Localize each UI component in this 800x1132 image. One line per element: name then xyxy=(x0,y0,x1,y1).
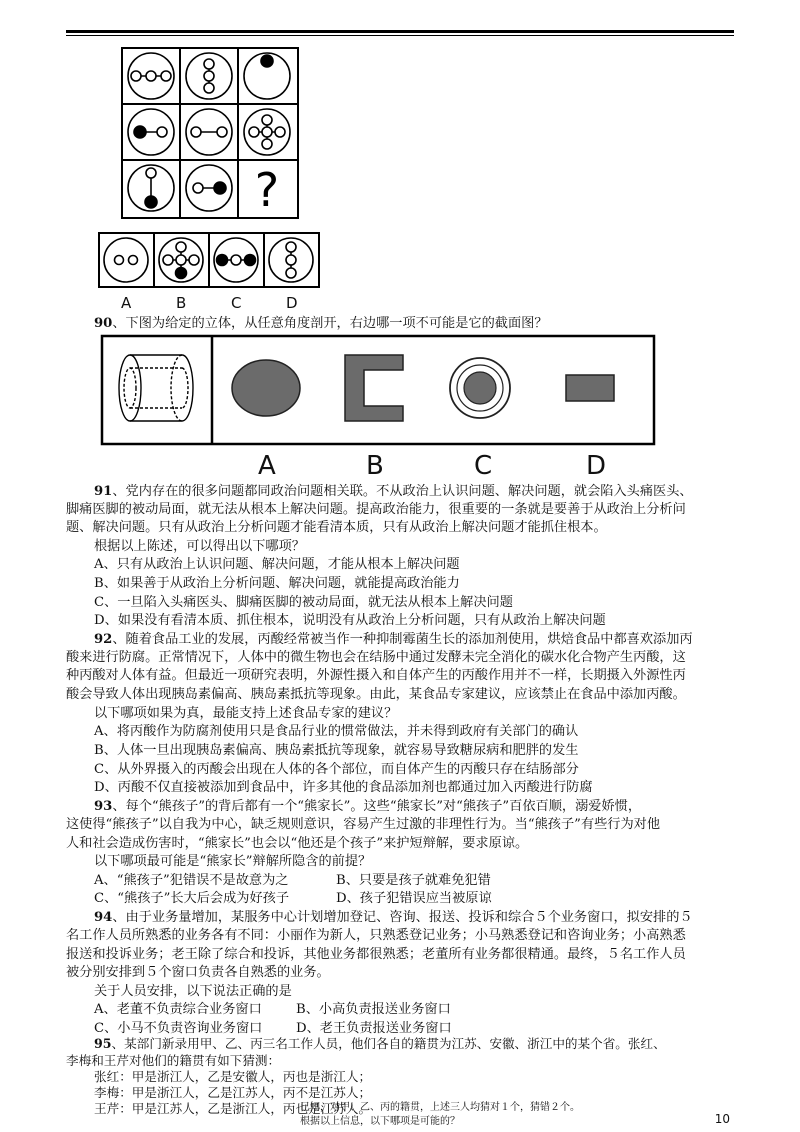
q94-option-a[interactable]: A、老董不负责综合业务窗口 xyxy=(94,1002,262,1017)
q92-option-b[interactable]: B、人体一旦出现胰岛素偏高、胰岛素抵抗等现象，就容易导致糖尿病和肥胖的发生 xyxy=(94,743,579,758)
q93-stem-line-2: 这使得“熊孩子”以自我为中心，缺乏规则意识，容易产生过激的非理性行为。当“熊孩子”有些行为对他 xyxy=(66,817,661,832)
cell-r2c1 xyxy=(128,109,174,155)
q95-guess-limei: 李梅：甲是浙江人，乙是江苏人，丙不是江苏人； xyxy=(94,1085,372,1100)
q90-stem-text: 、下图为给定的立体，从任意角度剖开，右边哪一项不可能是它的截面图？ xyxy=(112,316,548,331)
q89-option-strip xyxy=(97,231,321,289)
q91-stem-line-1 xyxy=(94,480,693,499)
q90-number: 90 xyxy=(94,316,113,331)
q94-option-b[interactable]: B、小高负责报送业务窗口 xyxy=(296,1002,451,1017)
cell-r3c2 xyxy=(186,165,232,211)
q95-number: 95 xyxy=(94,1036,112,1051)
q93-stem-line-3: 人和社会造成伤害时，“熊家长”也会以“他还是个孩子”来护短辩解，要求原谅。 xyxy=(66,836,529,851)
cell-r2c2 xyxy=(186,109,232,155)
header-rule-thin xyxy=(66,35,734,36)
q89-option-b-figure xyxy=(159,238,203,282)
q90-option-c-label: C xyxy=(474,451,493,481)
cell-r3c1 xyxy=(128,165,174,211)
q93-question: 以下哪项最可能是“熊家长”辩解所隐含的前提？ xyxy=(94,854,372,869)
q92-stem-line-1 xyxy=(94,628,693,647)
q91-text-1: 、党内存在的很多问题都同政治问题相关联。不从政治上认识问题、解决问题，就会陷入头痛医头、 xyxy=(112,484,693,499)
q93-text-1: 、每个“熊孩子”的背后都有一个“熊家长”。这些“熊家长”对“熊孩子”百依百顺，溺爱娇惯， xyxy=(112,799,642,814)
q91-question: 根据以上陈述，可以得出以下哪项？ xyxy=(94,539,305,554)
q91-option-b[interactable]: B、如果善于从政治上分析问题、解决问题，就能提高政治能力 xyxy=(94,576,460,591)
q95-question: 根据以上信息，以下哪项是可能的？ xyxy=(300,1116,460,1127)
cell-r1c2 xyxy=(186,53,232,99)
q92-number: 92 xyxy=(94,632,113,647)
q89-option-d-figure xyxy=(269,238,313,282)
cell-r1c3 xyxy=(244,53,290,99)
q94-stem-line-3: 报送和投诉业务；老王除了综合和投诉，其他业务都很熟悉；老董所有业务都很精通。最终，５名工作人员 xyxy=(66,947,686,962)
q95-text-1: 、某部门新录用甲、乙、丙三名工作人员，他们各自的籍贯为江苏、安徽、浙江中的某个省。张红、 xyxy=(111,1036,666,1051)
cell-r1c1 xyxy=(128,53,174,99)
q94-option-c[interactable]: C、小马不负责咨询业务窗口 xyxy=(94,1021,263,1036)
q89-figure-grid xyxy=(120,46,300,220)
q94-text-1: 、由于业务量增加，某服务中心计划增加登记、咨询、报送、投诉和综合５个业务窗口，拟安排的５ xyxy=(112,910,693,925)
q91-stem-line-3: 题、解决问题。只有从政治上分析问题才能看清本质，只有从政治上解决问题才能抓住根本。 xyxy=(66,520,607,535)
q91-option-d[interactable]: D、如果没有看清本质、抓住根本，说明没有从政治上分析问题，只有从政治上解决问题 xyxy=(94,613,606,628)
q91-number: 91 xyxy=(94,484,113,499)
q91-option-c[interactable]: C、一旦陷入头痛医头、脚痛医脚的被动局面，就无法从根本上解决问题 xyxy=(94,595,513,610)
q92-stem-line-2: 酸来进行防腐。正常情况下，人体中的微生物也会在结肠中通过发酵未完全消化的碳水化合物产生丙酸，这 xyxy=(66,650,686,665)
q90-option-d-label: D xyxy=(586,451,607,481)
q90-option-b-c-shape xyxy=(345,355,403,421)
header-rule-thick xyxy=(66,30,734,33)
cell-r2c3 xyxy=(244,109,290,155)
q90-option-a-ellipse xyxy=(232,360,300,416)
q94-option-d[interactable]: D、老王负责报送业务窗口 xyxy=(296,1021,452,1036)
q89-option-a-label: A xyxy=(121,294,132,312)
q90-figure xyxy=(100,334,656,446)
q94-stem-line-4: 被分别安排到５个窗口负责各自熟悉的业务。 xyxy=(66,965,330,980)
q94-stem-line-1 xyxy=(94,906,693,925)
q89-option-d-label: D xyxy=(286,294,298,312)
q92-text-1: 、随着食品工业的发展，丙酸经常被当作一种抑制霉菌生长的添加剂使用，烘焙食品中都喜欢添加丙 xyxy=(112,632,693,647)
q90-option-d-rect xyxy=(566,375,614,401)
q90-option-a-label: A xyxy=(258,451,276,481)
q94-stem-line-2: 名工作人员所熟悉的业务各有不同：小丽作为新人，只熟悉登记业务；小马熟悉登记和咨询业务；小高熟悉 xyxy=(66,928,686,943)
tube-solid-figure xyxy=(119,355,193,421)
question-mark: ? xyxy=(254,163,280,217)
q90-stem xyxy=(94,312,548,331)
q93-option-b[interactable]: B、只要是孩子就难免犯错 xyxy=(336,873,491,888)
q92-option-d[interactable]: D、丙酸不仅直接被添加到食品中，许多其他的食品添加剂也都通过加入丙酸进行防腐 xyxy=(94,780,593,795)
q95-known: 已知，对甲、乙、丙的籍贯，上述三人均猜对１个，猜错２个。 xyxy=(300,1102,580,1113)
q89-option-a-figure xyxy=(104,238,148,282)
q95-guess-wangqin: 王芹：甲是江苏人，乙是浙江人，丙也是江苏人。 xyxy=(94,1101,372,1116)
q92-stem-line-3: 种丙酸对人体有益。但最近一项研究表明，外源性摄入和自体产生的丙酸作用并不一样，长期摄入外源性丙 xyxy=(66,668,686,683)
q92-option-c[interactable]: C、从外界摄入的丙酸会出现在人体的各个部位，而自体产生的丙酸只存在结肠部分 xyxy=(94,762,579,777)
q91-stem-line-2: 脚痛医脚的被动局面，就无法从根本上解决问题。提高政治能力，很重要的一条就是要善于从政治上分析问 xyxy=(66,502,686,517)
q92-option-a[interactable]: A、将丙酸作为防腐剂使用只是食品行业的惯常做法，并未得到政府有关部门的确认 xyxy=(94,724,579,739)
q90-option-c-ring xyxy=(450,358,510,418)
q93-option-c[interactable]: C、“熊孩子”长大后会成为好孩子 xyxy=(94,891,290,906)
q93-number: 93 xyxy=(94,799,113,814)
q95-guess-zhanghong: 张红：甲是浙江人，乙是安徽人，丙也是浙江人； xyxy=(94,1069,372,1084)
q89-option-c-figure xyxy=(214,238,258,282)
page-number: 10 xyxy=(714,1112,730,1126)
q92-question: 以下哪项如果为真，最能支持上述食品专家的建议？ xyxy=(94,706,398,721)
q93-stem-line-1 xyxy=(94,795,641,814)
q89-option-b-label: B xyxy=(176,294,187,312)
q93-option-d[interactable]: D、孩子犯错误应当被原谅 xyxy=(336,891,492,906)
q94-number: 94 xyxy=(94,910,113,925)
q94-question: 关于人员安排，以下说法正确的是 xyxy=(94,984,292,999)
q95-stem-line-2: 李梅和王芹对他们的籍贯有如下猜测： xyxy=(66,1053,281,1068)
q92-stem-line-4: 酸会导致人体出现胰岛素偏高、胰岛素抵抗等现象。由此，某食品专家建议，应该禁止在食品中添加丙酸。 xyxy=(66,687,686,702)
q90-option-b-label: B xyxy=(366,451,384,481)
q91-option-a[interactable]: A、只有从政治上认识问题、解决问题，才能从根本上解决问题 xyxy=(94,557,460,572)
q89-option-c-label: C xyxy=(231,294,242,312)
q93-option-a[interactable]: A、“熊孩子”犯错误不是故意为之 xyxy=(94,873,289,888)
